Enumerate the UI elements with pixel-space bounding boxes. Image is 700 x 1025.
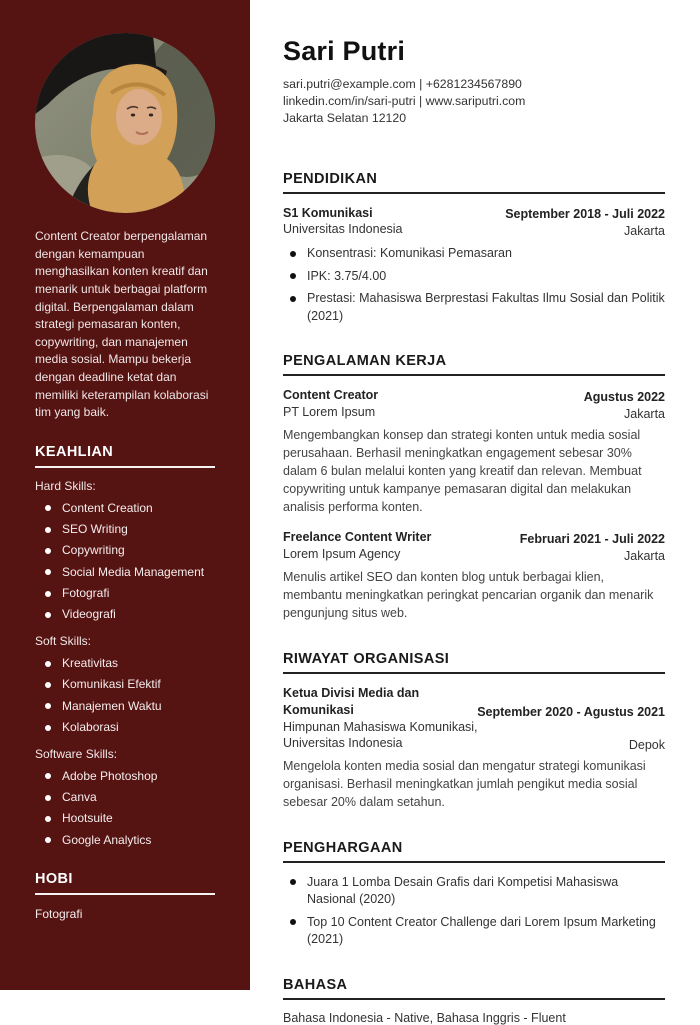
school-name: Universitas Indonesia bbox=[283, 222, 403, 237]
list-item: Canva bbox=[35, 789, 215, 806]
list-item: Google Analytics bbox=[35, 832, 215, 849]
education-entry bbox=[283, 205, 665, 326]
list-item: Prestasi: Mahasiswa Berprestasi Fakultas Ilmu Sosial dan Politik (2021) bbox=[283, 290, 665, 325]
company-name: PT Lorem Ipsum bbox=[283, 405, 376, 420]
job-location: Jakarta bbox=[624, 407, 665, 422]
list-item: Komunikasi Efektif bbox=[35, 676, 215, 693]
soft-skills-list bbox=[35, 655, 215, 736]
skills-heading: KEAHLIAN bbox=[35, 444, 215, 468]
job-location: Jakarta bbox=[624, 549, 665, 564]
job-title: Freelance Content Writer bbox=[283, 530, 432, 545]
company-name: Lorem Ipsum Agency bbox=[283, 547, 401, 562]
list-item: Social Media Management bbox=[35, 564, 215, 581]
organization-entry bbox=[283, 685, 665, 812]
list-item: Manajemen Waktu bbox=[35, 698, 215, 715]
languages-text: Bahasa Indonesia - Native, Bahasa Inggris - Fluent bbox=[283, 1010, 566, 1025]
profile-photo-illustration bbox=[35, 33, 215, 213]
section-heading-education: PENDIDIKAN bbox=[283, 171, 665, 194]
job-title: Content Creator bbox=[283, 388, 379, 403]
list-item: Content Creation bbox=[35, 500, 215, 517]
job-entry bbox=[283, 529, 665, 622]
list-item: Kolaborasi bbox=[35, 719, 215, 736]
contact-email-phone: sari.putri@example.com | +6281234567890 bbox=[283, 77, 522, 91]
organization-role: Ketua Divisi Media dan Komunikasi bbox=[283, 685, 420, 717]
education-location: Jakarta bbox=[624, 224, 665, 239]
section-heading-awards: PENGHARGAAN bbox=[283, 840, 665, 863]
section-heading-organization: RIWAYAT ORGANISASI bbox=[283, 651, 665, 674]
job-description: Menulis artikel SEO dan konten blog untuk berbagai klien, membantu meningkatkan peringkat pencarian organik dan menarik pengunjung situs web. bbox=[283, 570, 654, 620]
list-item: IPK: 3.75/4.00 bbox=[283, 268, 665, 286]
organization-location: Depok bbox=[628, 738, 665, 753]
hard-skills-list bbox=[35, 500, 215, 623]
organization-description: Mengelola konten media sosial dan mengatur strategi komunikasi organisasi. Berhasil meningkatkan jumlah pengikut media sosial sebesar 20% dalam setahun. bbox=[283, 759, 646, 810]
organization-name: Himpunan Mahasiswa Komunikasi, Universitas Indonesia bbox=[283, 719, 478, 751]
job-entry bbox=[283, 387, 665, 516]
list-item: SEO Writing bbox=[35, 521, 215, 538]
education-bullets bbox=[283, 245, 665, 325]
main-content bbox=[250, 0, 700, 1025]
awards-list bbox=[283, 874, 665, 949]
list-item: Kreativitas bbox=[35, 655, 215, 672]
list-item: Adobe Photoshop bbox=[35, 768, 215, 785]
degree-title: S1 Komunikasi bbox=[283, 205, 373, 220]
skill-group-label: Hard Skills: bbox=[35, 478, 96, 493]
list-item: Konsentrasi: Komunikasi Pemasaran bbox=[283, 245, 665, 263]
profile-photo bbox=[35, 33, 215, 213]
job-date: Februari 2021 - Juli 2022 bbox=[519, 532, 665, 547]
list-item: Fotografi bbox=[35, 585, 215, 602]
organization-date: September 2020 - Agustus 2021 bbox=[477, 704, 665, 719]
section-heading-languages: BAHASA bbox=[283, 977, 665, 1000]
education-date: September 2018 - Juli 2022 bbox=[505, 207, 665, 222]
skill-group-soft bbox=[35, 634, 215, 736]
list-item: Top 10 Content Creator Challenge dari Lorem Ipsum Marketing (2021) bbox=[283, 914, 665, 949]
skill-group-software bbox=[35, 747, 215, 849]
profile-summary: Content Creator berpengalaman dengan kemampuan menghasilkan konten kreatif dan menarik untuk berbagai platform digital. Berpengalaman dalam strategi pemasaran konten, copywriting, dan manajemen media sosial. Mampu bekerja dengan deadline ketat dan memiliki keterampilan kolaborasi tim yang baik. bbox=[35, 229, 209, 420]
list-item: Juara 1 Lomba Desain Grafis dari Kompetisi Mahasiswa Nasional (2020) bbox=[283, 874, 665, 909]
job-description: Mengembangkan konsep dan strategi konten untuk media sosial perusahaan. Berhasil meningkatkan engagement sebesar 30% dalam 6 bulan melalui konten yang kreatif dan relevan. Membuat copywriting untuk kampanye pemasaran digital dan melakukan analisis performa konten. bbox=[283, 428, 642, 514]
list-item: Hootsuite bbox=[35, 810, 215, 827]
skill-group-label: Soft Skills: bbox=[35, 634, 92, 649]
skill-group-hard bbox=[35, 479, 215, 623]
list-item: Copywriting bbox=[35, 542, 215, 559]
section-heading-experience: PENGALAMAN KERJA bbox=[283, 353, 665, 376]
job-date: Agustus 2022 bbox=[583, 390, 665, 405]
hobby-value: Fotografi bbox=[35, 906, 83, 921]
contact-links: linkedin.com/in/sari-putri | www.sariputri.com bbox=[283, 93, 526, 108]
software-skills-list bbox=[35, 768, 215, 849]
hobby-heading: HOBI bbox=[35, 871, 215, 895]
sidebar bbox=[0, 0, 250, 990]
contact-address: Jakarta Selatan 12120 bbox=[283, 110, 407, 125]
skill-group-label: Software Skills: bbox=[35, 746, 118, 761]
person-name: Sari Putri bbox=[283, 36, 406, 66]
list-item: Videografi bbox=[35, 606, 215, 623]
contact-block bbox=[283, 76, 665, 127]
